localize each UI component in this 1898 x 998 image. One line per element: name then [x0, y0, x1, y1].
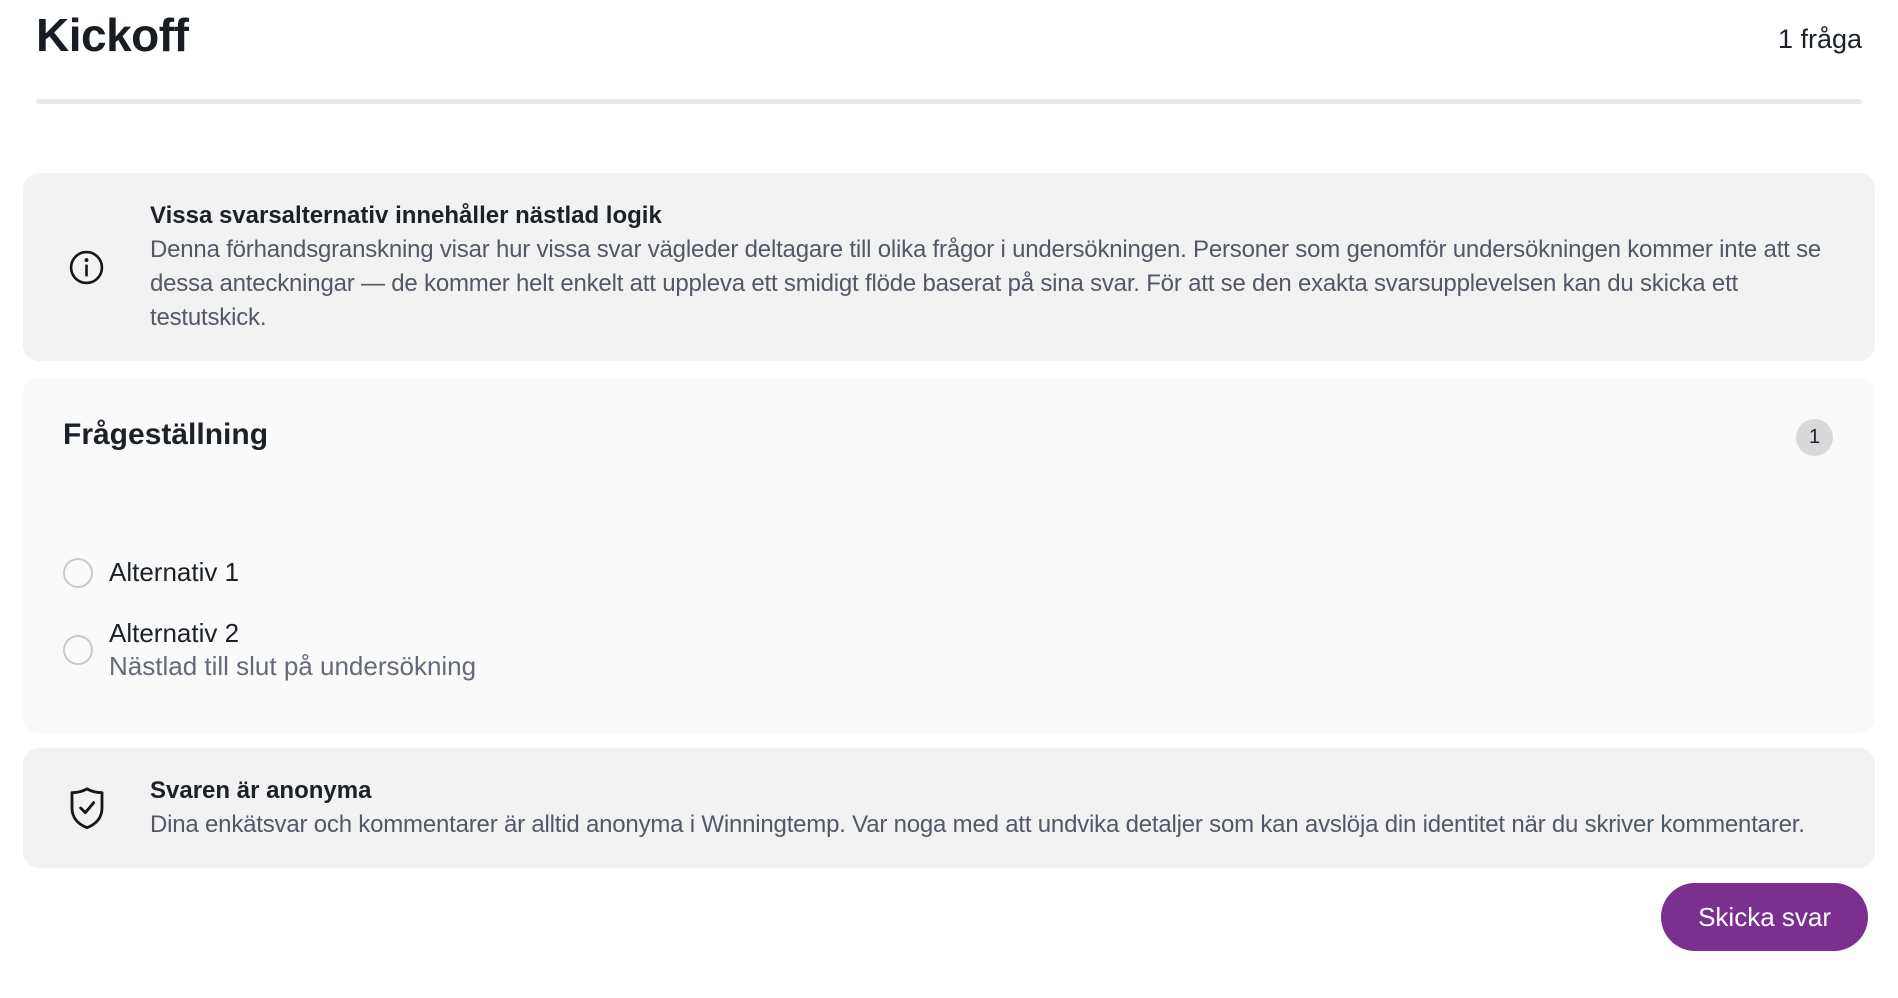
- nested-logic-notice: [23, 173, 1875, 361]
- notice-text: [150, 774, 1841, 842]
- option-nested-note: Nästlad till slut på undersökning: [109, 651, 477, 681]
- radio-button[interactable]: [63, 558, 93, 588]
- header: [23, 0, 1875, 62]
- notice-body: Denna förhandsgranskning visar hur vissa svar vägleder deltagare till olika frågor i undersökningen. Personer som genomför undersökningen kommer inte att se dessa anteckningar — de kommer helt enkelt att uppleva ett smidigt flöde baserat på sina svar. För att se den exakta svarsupplevelsen kan du skicka ett testutskick.: [150, 236, 1822, 331]
- option-label[interactable]: Alternativ 2: [109, 618, 240, 648]
- answer-option-1[interactable]: [63, 556, 1833, 589]
- notice-title: Vissa svarsalternativ innehåller nästlad logik: [150, 202, 662, 229]
- shield-check-icon: [67, 786, 107, 830]
- answer-option-2[interactable]: [63, 617, 1833, 683]
- submit-answer-button[interactable]: Skicka svar: [1661, 883, 1868, 951]
- notice-title: Svaren är anonyma: [150, 777, 372, 804]
- notice-icon-column: [23, 786, 150, 830]
- question-count: 1 fråga: [1777, 24, 1862, 54]
- header-divider: [36, 99, 1862, 104]
- question-title: Frågeställning: [63, 418, 269, 451]
- footer: [23, 883, 1875, 951]
- info-icon: [68, 249, 105, 286]
- option-label[interactable]: Alternativ 1: [109, 557, 240, 587]
- question-card: [23, 378, 1875, 733]
- radio-button[interactable]: [63, 635, 93, 665]
- notice-body: Dina enkätsvar och kommentarer är alltid anonyma i Winningtemp. Var noga med att undvika detaljer som kan avslöja din identitet när du skriver kommentarer.: [150, 811, 1805, 838]
- notice-text: [150, 199, 1841, 335]
- page-title: Kickoff: [36, 9, 189, 61]
- notice-icon-column: [23, 249, 150, 286]
- question-number-badge: 1: [1796, 419, 1833, 456]
- option-text-block[interactable]: [109, 617, 476, 683]
- anonymity-notice: [23, 748, 1875, 868]
- answer-options: [63, 556, 1833, 683]
